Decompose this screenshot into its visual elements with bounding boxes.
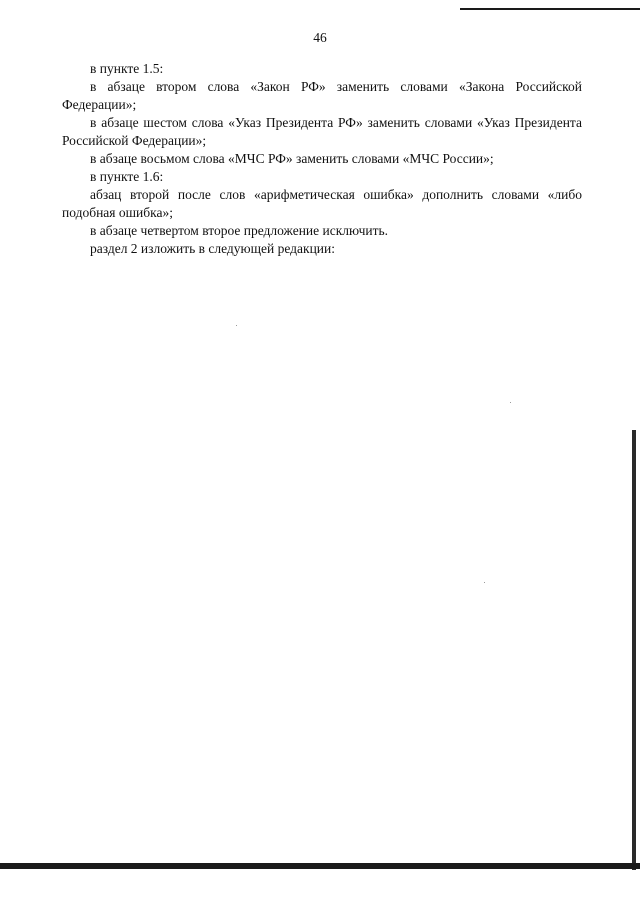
paragraph-abzac-6: в абзаце шестом слова «Указ Президента РФ» заменить словами «Указ Президента Российской Федерации»;	[62, 115, 582, 148]
paragraph-section-2: раздел 2 изложить в следующей редакции:	[90, 241, 336, 256]
paragraph-abzac-2-addition: абзац второй после слов «арифметическая ошибка» дополнить словами «либо подобная ошибка»;	[62, 187, 582, 220]
paragraph-point-1-5: в пункте 1.5:	[90, 61, 164, 76]
scan-border-top	[460, 8, 640, 10]
scan-border-bottom	[0, 863, 640, 869]
page-number: 46	[313, 30, 327, 45]
paragraph-abzac-2: в абзаце втором слова «Закон РФ» заменить словами «Закона Российской Федерации»;	[62, 79, 582, 112]
document-body	[62, 60, 582, 258]
scan-speck	[236, 325, 237, 326]
scan-speck	[510, 402, 511, 403]
paragraph-abzac-4: в абзаце четвертом второе предложение исключить.	[90, 223, 389, 238]
scan-speck	[484, 582, 485, 583]
paragraph-point-1-6: в пункте 1.6:	[90, 169, 164, 184]
paragraph-abzac-8: в абзаце восьмом слова «МЧС РФ» заменить словами «МЧС России»;	[90, 151, 494, 166]
scan-border-right	[632, 430, 636, 870]
